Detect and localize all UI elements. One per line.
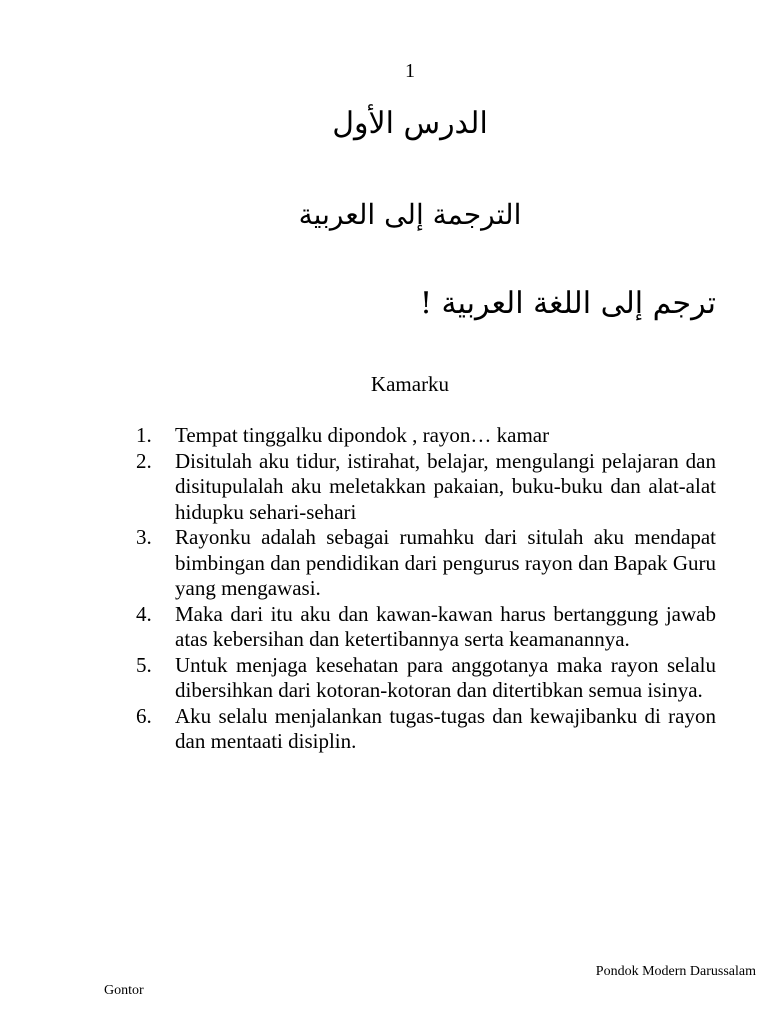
page-number: 1 xyxy=(405,60,415,82)
list-item-number: 6. xyxy=(136,703,152,728)
list-item xyxy=(130,653,716,704)
list-item-text: Aku selalu menjalankan tugas-tugas dan kewajibanku di rayon dan mentaati disiplin. xyxy=(175,703,716,753)
list-item xyxy=(130,525,716,602)
list-item-text: Disitulah aku tidur, istirahat, belajar, mengulangi pelajaran dan disitupulalah aku meletakkan pakaian, buku-buku dan alat-alat hidupku sehari-sehari xyxy=(175,448,716,524)
list-item-number: 3. xyxy=(136,525,152,549)
list-item xyxy=(130,423,716,449)
reading-text-title: Kamarku xyxy=(370,372,450,396)
lesson-title: الدرس الأول xyxy=(332,106,488,141)
list-item-number: 1. xyxy=(136,423,152,447)
list-item-text: Rayonku adalah sebagai rumahku dari situlah aku mendapat bimbingan dan pendidikan dari pengurus rayon dan Bapak Guru yang mengawasi. xyxy=(175,525,716,600)
list-item-text: Maka dari itu aku dan kawan-kawan harus bertanggung jawab atas kebersihan dan ketertibannya serta keamanannya. xyxy=(175,601,716,651)
instruction-text: ترجم إلى اللغة العربية ! xyxy=(419,286,716,321)
footer-institution: Pondok Modern Darussalam xyxy=(595,964,756,979)
list-item-text: Untuk menjaga kesehatan para anggotanya maka rayon selalu dibersihkan dari kotoran-kotoran dan ditertibkan semua isinya. xyxy=(175,652,716,702)
list-item xyxy=(130,602,716,653)
section-title: الترجمة إلى العربية xyxy=(298,198,522,231)
list-item-number: 5. xyxy=(136,652,152,677)
list-item-number: 4. xyxy=(136,601,152,626)
list-item xyxy=(130,704,716,755)
list-item-text: Tempat tinggalku dipondok , rayon… kamar xyxy=(175,423,550,447)
sentence-list xyxy=(130,423,716,755)
list-item-number: 2. xyxy=(136,448,152,473)
footer-city: Gontor xyxy=(104,983,144,998)
list-item xyxy=(130,449,716,526)
